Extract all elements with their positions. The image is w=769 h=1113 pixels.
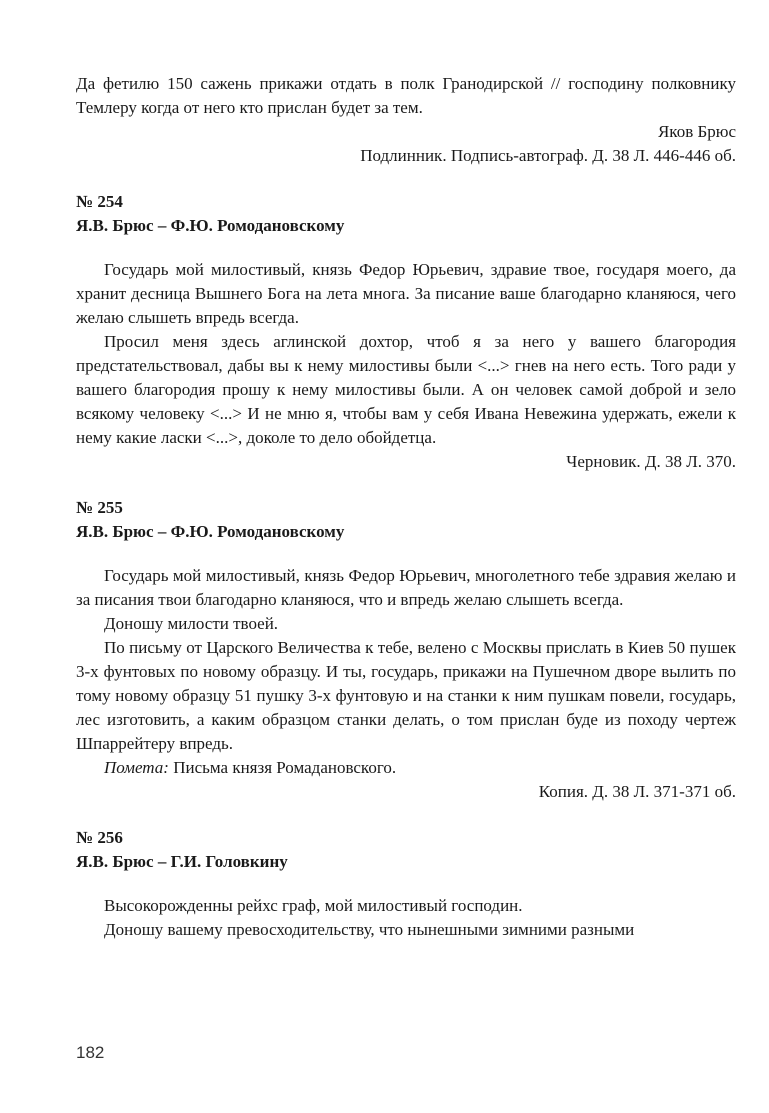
doc-254-heading: Я.В. Брюс – Ф.Ю. Ромодановскому	[76, 216, 345, 235]
doc-255-paragraph: Государь мой милостивый, князь Федор Юрьевич, многолетного тебе здравия желаю и за писания твои благодарно кланяюся, что и впредь желаю слышеть всегда.	[76, 566, 736, 609]
doc-255-paragraph: По письму от Царского Величества к тебе, велено с Москвы прислать в Киев 50 пушек 3-х фунтовых по новому образцу. И ты, государь, прикажи на Пушечном дворе вылить по тому новому образцу 51 пушку 3-х фунтовую и на станки к ним пушкам повели, государь, лес изготовить, а каким образцом станки делать, о том прислан буде из походу чертеж Шпаррейтеру впредь.	[76, 638, 736, 753]
doc-255-paragraph: Доношу милости твоей.	[104, 614, 279, 633]
doc-256-paragraph: Высокорожденны рейхс граф, мой милостивый господин.	[104, 896, 523, 915]
doc-255-note	[76, 756, 736, 780]
doc-255-heading: Я.В. Брюс – Ф.Ю. Ромодановскому	[76, 522, 345, 541]
page-number: 182	[76, 1043, 105, 1062]
doc-254-paragraph: Государь мой милостивый, князь Федор Юрьевич, здравие твое, государя моего, да хранит десница Вышнего Бога на лета многа. За писание ваше благодарно кланяюся, чего желаю слышеть впредь всегда.	[76, 260, 736, 327]
doc-254-number: № 254	[76, 192, 123, 211]
doc-256-number: № 256	[76, 828, 123, 847]
doc-254-source: Черновик. Д. 38 Л. 370.	[566, 452, 736, 471]
doc-255-number: № 255	[76, 498, 123, 517]
doc-256-heading: Я.В. Брюс – Г.И. Головкину	[76, 852, 288, 871]
top-source: Подлинник. Подпись-автограф. Д. 38 Л. 446-446 об.	[360, 146, 736, 165]
doc-256-paragraph: Доношу вашему превосходительству, что нынешными зимними разными	[104, 920, 635, 939]
note-label: Помета:	[104, 758, 169, 777]
note-text: Письма князя Ромадановского.	[168, 758, 397, 777]
top-paragraph: Да фетилю 150 сажень прикажи отдать в полк Гранодирской // господину полковнику Темлеру когда от него кто прислан будет за тем.	[76, 74, 736, 117]
page-body	[76, 0, 736, 942]
doc-255-source: Копия. Д. 38 Л. 371-371 об.	[538, 782, 736, 801]
top-signature: Яков Брюс	[657, 122, 736, 141]
doc-254-paragraph: Просил меня здесь аглинской дохтор, чтоб я за него у вашего благородия предстательствовал, дабы вы к нему милостивы были <...> гнев на него есть. Того ради у вашего благородия прошу к нему милостивы были. А он человек самой доброй и зело всякому человеку <...> И не мню я, чтобы вам у себя Ивана Невежина удержать, ежели к нему какие ласки <...>, доколе то дело обойдетца.	[76, 332, 736, 447]
